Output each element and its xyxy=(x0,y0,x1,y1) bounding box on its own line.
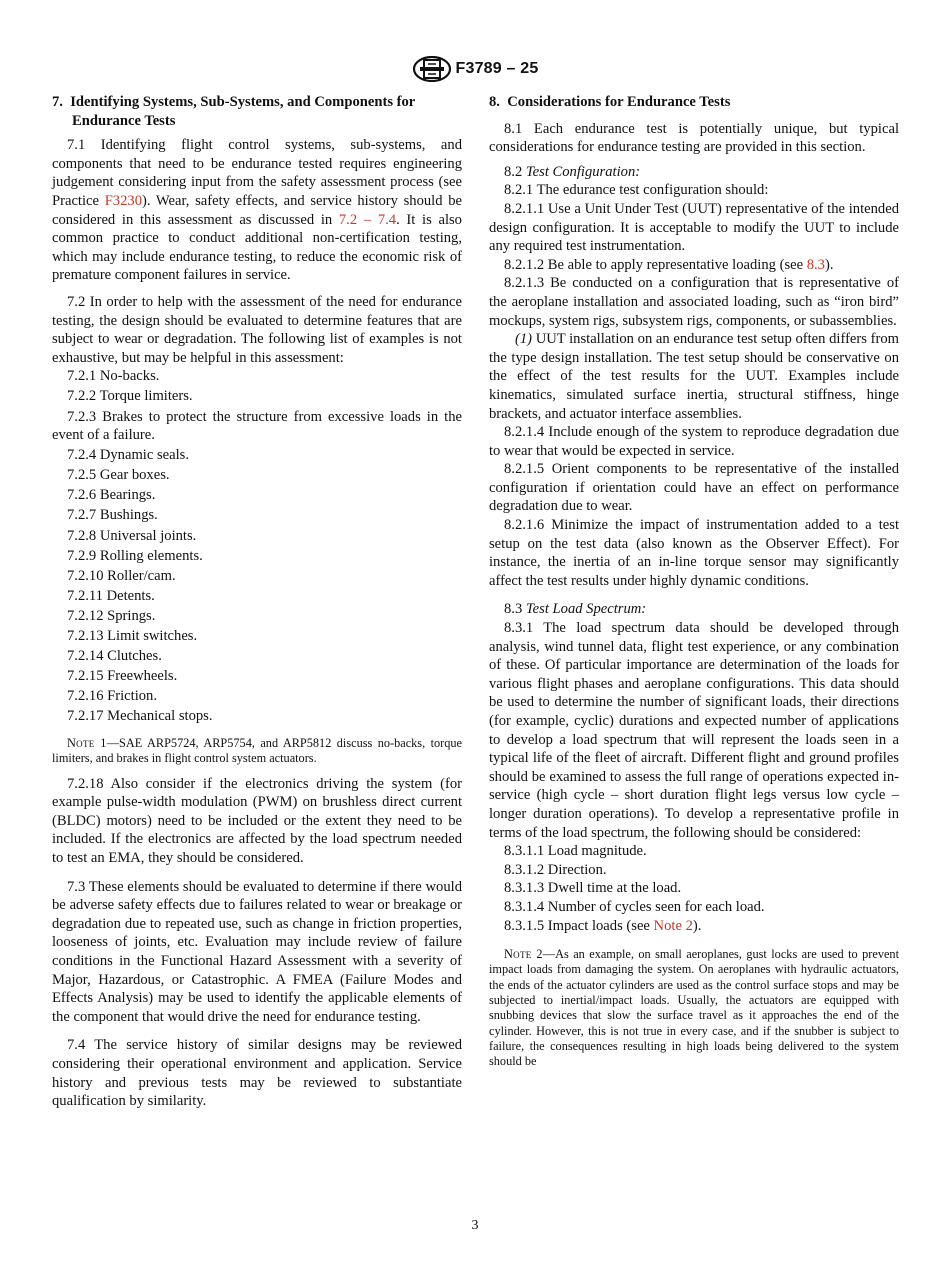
paragraph-8-2-1-6: 8.2.1.6 Minimize the impact of instrumentation added to a test setup on the test data (also known as the Observer Effect). For instance, the inertia of an in-line torque sensor may significantly affect the test results under highly dynamic conditions. xyxy=(489,517,899,589)
list-item: 8.3.1.5 Impact loads (see Note 2). xyxy=(504,917,702,934)
paragraph-8-2-1-1: 8.2.1.1 Use a Unit Under Test (UUT) representative of the intended design configuration. It is acceptable to modify the UUT to include any required test instrumentation. xyxy=(489,200,899,255)
list-item: 7.2.10 Roller/cam. xyxy=(67,567,176,584)
paragraph-7-2: 7.2 In order to help with the assessment of the need for endurance testing, the design should be evaluated to determine features that are subject to wear or degradation. The following list of examples is not exhaustive, but may be helpful in this assessment: xyxy=(52,293,462,366)
list-item: 8.3.1.3 Dwell time at the load. xyxy=(504,880,682,897)
list-item: 7.2.4 Dynamic seals. xyxy=(67,447,189,464)
paragraph-8-2-1-3: 8.2.1.3 Be conducted on a configuration that is representative of the aeroplane installation and associated loading, such as “iron bird” mockups, system rigs, subsystem rigs, components, or subassemblies. xyxy=(489,275,899,329)
left-column xyxy=(52,93,462,1111)
list-item: 8.3.1.2 Direction. xyxy=(504,861,607,878)
paragraph-8-2-1-5: 8.2.1.5 Orient components to be representative of the installed configuration if orientation could have an effect on performance degradation due to wear. xyxy=(489,461,899,515)
astm-logo-icon xyxy=(412,56,452,82)
list-item: 7.2.7 Bushings. xyxy=(67,507,158,524)
list-item: 7.2.15 Freewheels. xyxy=(67,668,178,685)
link-note-2[interactable]: Note 2 xyxy=(653,917,693,934)
list-item: 7.2.9 Rolling elements. xyxy=(67,547,203,564)
page-header xyxy=(0,56,950,82)
list-item: 7.2.1 No-backs. xyxy=(67,368,160,385)
wear-items-list xyxy=(52,367,462,726)
list-item: 7.2.2 Torque limiters. xyxy=(67,388,193,405)
paragraph-8-2: 8.2 Test Configuration: xyxy=(504,163,641,180)
page-number: 3 xyxy=(471,1218,479,1233)
paragraph-7-2-18: 7.2.18 Also consider if the electronics driving the system (for example pulse-width modulation (PWM) on brushless direct current (BLDC) motors) need to be included or the extent they need to be included. If the electronics are affected by the load spectrum needed to test an EMA, they should be considered. xyxy=(52,775,462,866)
document-id: F3789 – 25 xyxy=(455,60,539,77)
list-item: 7.2.5 Gear boxes. xyxy=(67,467,170,484)
paragraph-8-2-1-4: 8.2.1.4 Include enough of the system to reproduce degradation due to wear that would be expected in service. xyxy=(489,424,899,459)
list-item: 7.2.17 Mechanical stops. xyxy=(67,708,213,725)
list-item: 7.2.12 Springs. xyxy=(67,607,156,624)
paragraph-8-2-1-3-1: (1) UUT installation on an endurance test setup often differs from the type design installation. The test setup should be conservative on the effect of the test results for the UUT. Examples include kinematics, simulated surface inertia, structural stiffness, hinge brackets, and actuator interface assemblies. xyxy=(489,331,899,422)
list-item: 8.3.1.4 Number of cycles seen for each load. xyxy=(504,898,765,915)
section-7-heading: 7. Identifying Systems, Sub-Systems, and Components for Endurance Tests xyxy=(52,94,416,129)
link-7-2-7-4[interactable]: 7.2 – 7.4 xyxy=(338,211,397,228)
section-8-heading: 8. Considerations for Endurance Tests xyxy=(489,94,731,110)
list-item: 7.2.13 Limit switches. xyxy=(67,628,198,645)
list-item: 7.2.3 Brakes to protect the structure from excessive loads in the event of a failure. xyxy=(52,408,462,444)
list-item: 7.2.11 Detents. xyxy=(67,587,155,604)
link-8-3[interactable]: 8.3 xyxy=(806,256,825,273)
load-spectrum-list xyxy=(489,842,899,935)
paragraph-8-3-1: 8.3.1 The load spectrum data should be developed through analysis, wind tunnel data, flight test experience, or any combination of these. Of particular importance are determination of the loads for various flight phases and aeroplane configurations. This data should be used to determine the number of significant loads, their directions (for example, cyclic) durations and expected number of applications to develop a load spectrum that will represent the loads seen in a typical life of the fleet of aircraft. Different flight and ground profiles should be examined to assess the full range of operations expected in-service (high cycle – short duration flight legs versus low cycle – longer duration operations). To develop a representative profile in terms of the load spectrum, the following should be considered: xyxy=(489,620,899,841)
note-2: Note 2—As an example, on small aeroplanes, gust locks are used to prevent impact loads from damaging the system. On aeroplanes with hydraulic actuators, the ends of the actuator cylinders are used as the control surface stops and may be subjected to inertial/impact loads. Usually, the actuators are equipped with snubbing devices that slow the surface travel as it approaches the end of the cylinder. However, this is not true in every case, and if the snubber is subject to failure, the consequences resulting in high loads being delivered to the system should be xyxy=(489,947,899,1069)
list-item: 7.2.14 Clutches. xyxy=(67,648,162,665)
paragraph-8-1: 8.1 Each endurance test is potentially unique, but typical considerations for endurance testing are provided in this section. xyxy=(489,120,899,156)
right-column xyxy=(489,93,899,1078)
list-item: 7.2.8 Universal joints. xyxy=(67,527,197,544)
note-1: Note 1—SAE ARP5724, ARP5754, and ARP5812 discuss no-backs, torque limiters, and brakes in flight control system actuators. xyxy=(52,736,462,766)
list-item: 7.2.16 Friction. xyxy=(67,688,157,705)
paragraph-8-3: 8.3 Test Load Spectrum: xyxy=(504,601,647,618)
list-item: 7.2.6 Bearings. xyxy=(67,487,156,504)
link-f3230[interactable]: F3230 xyxy=(104,192,142,209)
paragraph-7-3: 7.3 These elements should be evaluated to determine if there would be adverse safety effects due to failures related to wear or breakage or degradation due to repeated use, such as change in friction properties, looseness of joints, etc. Evaluation may include review of failure conditions in the Functional Hazard Assessment with a severity of Major, Hazardous, or Catastrophic. A FMEA (Failure Modes and Effects Analysis) may be used to identify the applicable elements of the component that would drive the need for endurance testing. xyxy=(52,878,462,1025)
paragraph-7-1: 7.1 Identifying flight control systems, sub-systems, and components that need to be endurance tested requires engineering judgement considering input from the safety assessment process (see Practice F3230). Wear, safety effects, and service history should be considered in this assessment as discussed in 7.2 – 7.4. It is also common practice to conduct additional non-certification testing, which may include endurance testing, to reduce the economic risk of premature component failures in service. xyxy=(52,137,462,284)
paragraph-8-2-1-2: 8.2.1.2 Be able to apply representative loading (see 8.3). xyxy=(504,256,834,273)
paragraph-7-4: 7.4 The service history of similar designs may be reviewed considering their operational environment and application. Service history and previous tests may be reviewed to substantiate qualification by similarity. xyxy=(52,1037,462,1110)
paragraph-8-2-1: 8.2.1 The edurance test configuration should: xyxy=(504,182,769,199)
list-item: 8.3.1.1 Load magnitude. xyxy=(504,843,647,860)
